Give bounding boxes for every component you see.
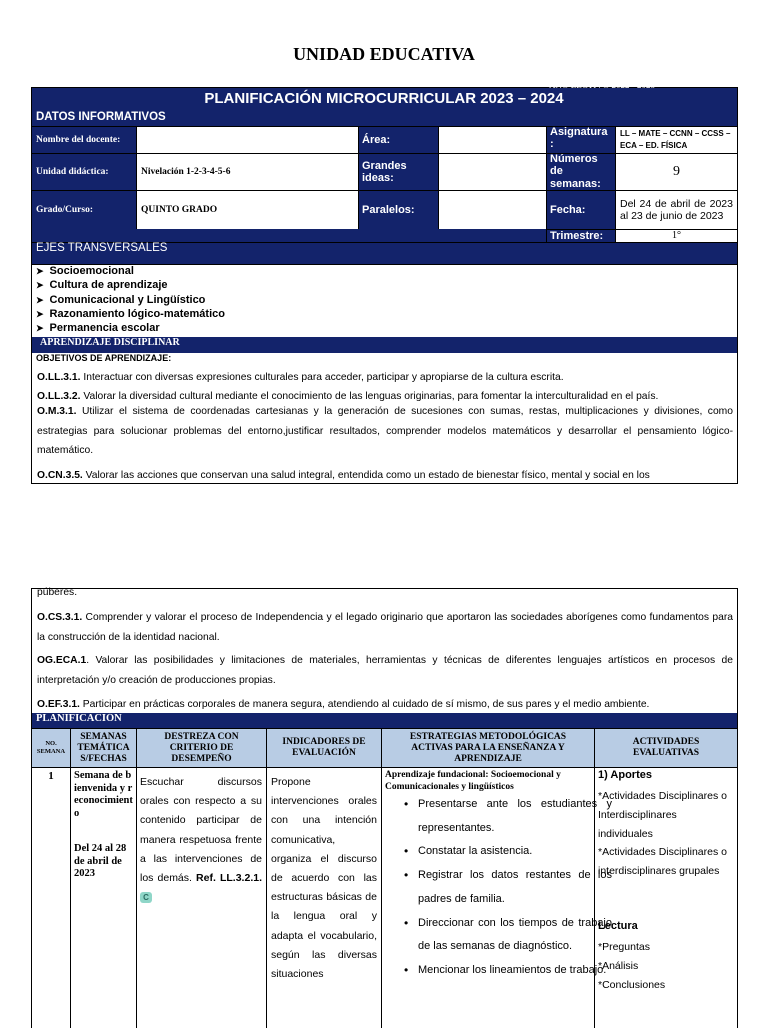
ejes-list <box>36 264 225 335</box>
row1-actividad-1: *Actividades Disciplinares o Interdisciplinares individuales <box>598 790 727 841</box>
trimestre-value: 1° <box>672 230 681 241</box>
row1-lectura-1: *Preguntas <box>598 941 650 953</box>
objective-o-ef-3-1: O.EF.3.1. Participar en prácticas corporales de manera segura, atendiendo al cuidado de sí mismo, de sus pares y el medio ambiente. <box>37 699 650 710</box>
docente-value[interactable] <box>137 126 358 153</box>
grado-label: Grado/Curso: <box>36 204 93 215</box>
list-item: • Constatar la asistencia. <box>418 840 612 864</box>
row1-lectura-title: Lectura <box>598 920 638 932</box>
row1-actividades-title: 1) Aportes <box>598 769 652 781</box>
plan-title: PLANIFICACIÓN MICROCURRICULAR 2023 – 2024 <box>204 90 564 107</box>
semanas-value: 9 <box>673 163 680 179</box>
th-estrategias: ESTRATEGIAS METODOLÓGICAS ACTIVAS PARA LA ENSEÑANZA Y APRENDIZAJE <box>382 729 594 767</box>
datos-title: DATOS INFORMATIVOS <box>36 111 166 123</box>
grandes-label: Grandes ideas: <box>362 159 407 184</box>
fecha-label: Fecha: <box>550 203 586 216</box>
list-item: • Direccionar con los tiempos de trabajo de las semanas de diagnóstico. <box>418 912 612 959</box>
ejes-item: ➤ Socioemocional <box>36 264 225 278</box>
c-badge-icon: C <box>140 892 152 903</box>
list-item: • Mencionar los lineamientos de trabajo. <box>418 959 612 983</box>
area-label: Área: <box>362 133 391 146</box>
list-item: • Presentarse ante los estudiantes y representantes. <box>418 793 612 840</box>
objective-o-cs-3-1: O.CS.3.1. Comprender y valorar el proceso de Independencia y el legado originario que aportaron las sociedades aborígenes como fundamentos para la construcción de la identidad nacional. <box>37 612 733 643</box>
th-semanas-tematicas: SEMANAS TEMÁTICA S/FECHAS <box>71 729 136 767</box>
list-item: • Registrar los datos restantes de los padres de familia. <box>418 864 612 911</box>
paralelos-value[interactable] <box>439 190 546 229</box>
aprendizaje-title: APRENDIZAJE DISCIPLINAR <box>40 337 180 348</box>
th-no-semana: NO. SEMANA <box>32 729 70 767</box>
planificacion-bar <box>32 713 737 728</box>
semanas-label: Números de semanas: <box>550 152 601 190</box>
objective-o-m-3-1: O.M.3.1. Utilizar el sistema de coordenadas cartesianas y la generación de sucesiones con sumas, restas, multiplicaciones y divisiones, como estrategias para solucionar problemas del entorno,justificar resultados, comprender modelos matemáticos y desarrollar el pensamiento lógico-matemático. <box>37 406 733 456</box>
institution-title: UNIDAD EDUCATIVA <box>293 44 475 64</box>
unidad-label: Unidad didáctica: <box>36 166 109 177</box>
fecha-value: Del 24 de abril de 2023 al 23 de junio de 2023 <box>620 197 733 222</box>
th-indicadores: INDICADORES DE EVALUACIÓN <box>267 729 381 767</box>
unidad-value: Nivelación 1-2-3-4-5-6 <box>141 166 231 177</box>
row1-lectura-3: *Conclusiones <box>598 979 666 991</box>
ejes-item: ➤ Comunicacional y Lingüístico <box>36 293 225 307</box>
row1-estrategias-title: Aprendizaje fundacional: Socioemocional y Comunicacionales y lingüísticos <box>385 770 561 792</box>
th-actividades: ACTIVIDADES EVALUATIVAS <box>595 729 737 767</box>
grado-value: QUINTO GRADO <box>141 204 218 215</box>
asignatura-value: LL – MATE – CCNN – CCSS – ECA – ED. FÍSICA <box>620 128 731 150</box>
grandes-value[interactable] <box>439 153 546 190</box>
row1-actividad-2: *Actividades Disciplinares o interdisciplinares grupales <box>598 846 727 878</box>
row1-estrategias-list <box>396 793 612 983</box>
ejes-item: ➤ Cultura de aprendizaje <box>36 278 225 292</box>
row1-week-dates: Del 24 al 28 de abril de 2023 <box>74 843 127 879</box>
ejes-item: ➤ Razonamiento lógico-matemático <box>36 307 225 321</box>
planificacion-title: PLANIFICACIÓN <box>36 713 122 724</box>
ejes-title: EJES TRANSVERSALES <box>36 242 168 254</box>
th-destreza: DESTREZA CON CRITERIO DE DESEMPEÑO <box>137 729 266 767</box>
objetivos-title: OBJETIVOS DE APRENDIZAJE: <box>36 353 172 363</box>
docente-label: Nombre del docente: <box>36 134 121 145</box>
row1-week-number: 1 <box>48 770 54 782</box>
row1-destreza: Escuchar discursos orales con respecto a su contenido participar de manera respetuosa frente a las intervenciones de los demás. Ref. LL.3.2.1. C <box>140 776 262 902</box>
asignatura-label: Asignatura : <box>550 126 608 150</box>
year-overlay: AÑO LECTIVO 2022 - 2023 <box>549 80 655 90</box>
objective-o-cn-3-5: O.CN.3.5. Valorar las acciones que conservan una salud integral, entendida como un estado de bienestar físico, mental y social en los <box>37 470 650 481</box>
ejes-item: ➤ Permanencia escolar <box>36 321 225 335</box>
paralelos-label: Paralelos: <box>362 203 415 216</box>
objective-o-ll-3-1: O.LL.3.1. Interactuar con diversas expresiones culturales para acceder, participar y apropiarse de la cultura escrita. <box>37 372 564 383</box>
row1-week-title: Semana de bienvenida y reconocimiento <box>74 770 133 819</box>
continuation-text: púberes. <box>37 587 78 598</box>
pre-trimestre-band <box>32 229 546 242</box>
row1-indicadores: Propone intervenciones orales con una intención comunicativa, organiza el discurso de acuerdo con las estructuras básicas de la lengua oral y adapta el vocabulario, según las diversas situaciones <box>271 776 377 981</box>
area-value[interactable] <box>439 126 546 153</box>
row1-lectura-2: *Análisis <box>598 960 639 972</box>
objective-og-eca-1: OG.ECA.1. Valorar las posibilidades y limitaciones de materiales, herramientas y técnicas de diferentes lenguajes artísticos en procesos de interpretación y/o creación de producciones propias. <box>37 655 733 686</box>
objective-o-ll-3-2: O.LL.3.2. Valorar la diversidad cultural mediante el conocimiento de las lenguas originarias, para fomentar la interculturalidad en el país. <box>37 391 659 402</box>
trimestre-label: Trimestre: <box>550 229 604 242</box>
